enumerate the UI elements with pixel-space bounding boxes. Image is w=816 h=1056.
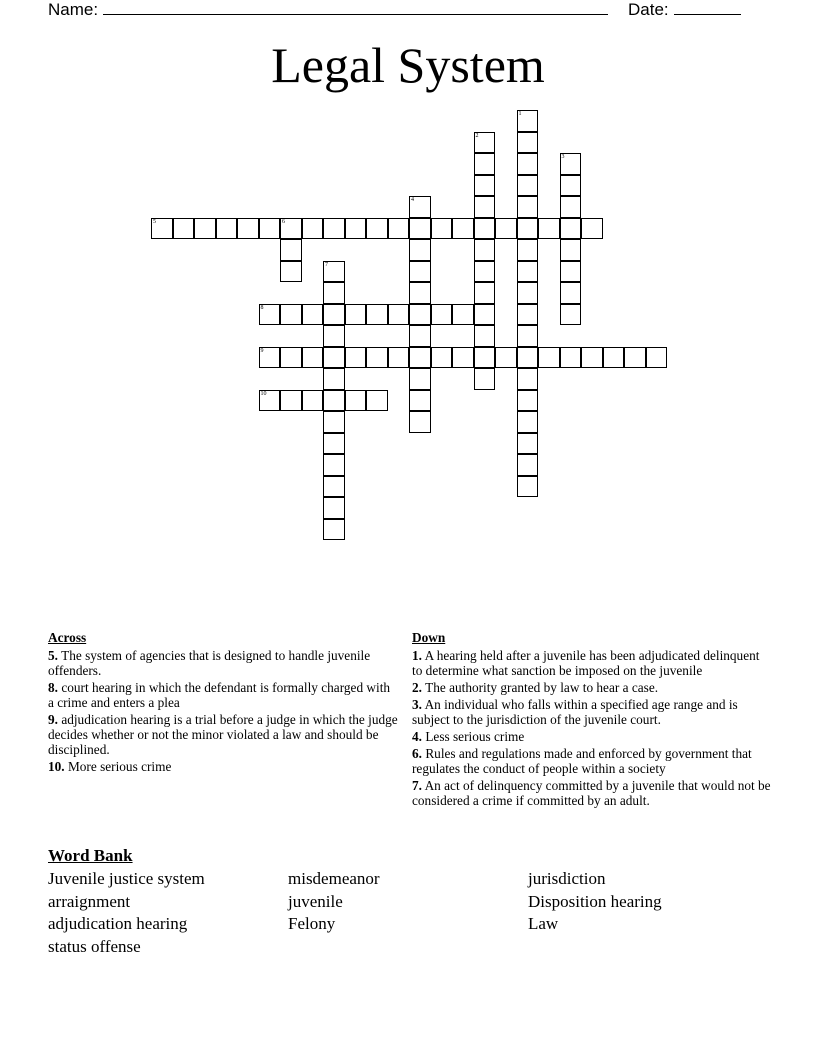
crossword-cell[interactable]: [280, 347, 302, 369]
across-heading: Across: [48, 630, 87, 645]
clue-text: Rules and regulations made and enforced by government that regulates the conduct of people within a society: [412, 746, 752, 776]
crossword-cell[interactable]: [409, 368, 431, 390]
crossword-cell[interactable]: [517, 411, 539, 433]
down-clues: [412, 630, 772, 810]
crossword-cell[interactable]: [517, 390, 539, 412]
crossword-cell[interactable]: [474, 218, 496, 240]
crossword-cell[interactable]: [517, 347, 539, 369]
cell-number: 9: [260, 347, 264, 354]
cell-number: 8: [260, 304, 264, 311]
crossword-cell[interactable]: [603, 347, 625, 369]
crossword-cell[interactable]: [323, 261, 345, 283]
crossword-cell[interactable]: [560, 239, 582, 261]
crossword-cell[interactable]: [302, 347, 324, 369]
crossword-cell[interactable]: [323, 411, 345, 433]
down-clue: [412, 778, 772, 808]
across-clue: [48, 712, 398, 757]
word-bank-item: jurisdiction: [528, 869, 606, 888]
cell-number: 4: [411, 197, 414, 203]
crossword-cell[interactable]: [517, 153, 539, 175]
crossword-cell[interactable]: [560, 153, 582, 175]
cell-number: 10: [260, 390, 267, 397]
crossword-cell[interactable]: [624, 347, 646, 369]
crossword-cell[interactable]: [409, 239, 431, 261]
clue-number: 6.: [412, 746, 422, 761]
crossword-cell[interactable]: [517, 304, 539, 326]
crossword-cell[interactable]: [560, 196, 582, 218]
crossword-cell[interactable]: [538, 218, 560, 240]
down-clue: [412, 680, 772, 695]
clue-number: 9.: [48, 712, 58, 727]
cell-number: 6: [282, 218, 285, 225]
crossword-cell[interactable]: [280, 239, 302, 261]
crossword-cell[interactable]: [560, 282, 582, 304]
crossword-cell[interactable]: [560, 175, 582, 197]
clue-number: 10.: [48, 759, 65, 774]
crossword-cell[interactable]: [517, 325, 539, 347]
crossword-cell[interactable]: [474, 153, 496, 175]
crossword-cell[interactable]: [388, 218, 410, 240]
down-clue: [412, 648, 772, 678]
crossword-cell[interactable]: [431, 218, 453, 240]
crossword-cell[interactable]: [517, 110, 539, 132]
down-clue: [412, 746, 772, 776]
down-clue: [412, 697, 772, 727]
clue-number: 8.: [48, 680, 58, 695]
word-bank-item: adjudication hearing: [48, 914, 188, 933]
crossword-cell[interactable]: [517, 433, 539, 455]
crossword-cell[interactable]: [323, 497, 345, 519]
crossword-cell[interactable]: [259, 218, 281, 240]
crossword-cell[interactable]: [345, 218, 367, 240]
word-bank-item: misdemeanor: [288, 869, 380, 888]
clue-number: 7.: [412, 778, 422, 793]
crossword-cell[interactable]: [474, 325, 496, 347]
crossword-cell[interactable]: [431, 304, 453, 326]
name-label: Name:: [48, 0, 99, 19]
page-title: Legal System: [271, 37, 545, 93]
across-clue: [48, 680, 398, 710]
crossword-cell[interactable]: [323, 282, 345, 304]
crossword-cell[interactable]: [474, 304, 496, 326]
crossword-cell[interactable]: [409, 347, 431, 369]
cell-number: 5: [153, 218, 156, 225]
date-label: Date:: [628, 0, 669, 19]
crossword-cell[interactable]: [517, 368, 539, 390]
crossword-cell[interactable]: [323, 304, 345, 326]
crossword-cell[interactable]: [280, 390, 302, 412]
crossword-cell[interactable]: [323, 347, 345, 369]
crossword-cell[interactable]: [452, 347, 474, 369]
clue-text: A hearing held after a juvenile has been adjudicated delinquent to determine what sanction be imposed on the juvenile: [412, 648, 760, 678]
crossword-cell[interactable]: [452, 304, 474, 326]
crossword-cell[interactable]: [323, 454, 345, 476]
clue-number: 5.: [48, 648, 58, 663]
crossword-cell[interactable]: [323, 390, 345, 412]
crossword-cell[interactable]: [581, 347, 603, 369]
crossword-cell[interactable]: [560, 304, 582, 326]
crossword-cell[interactable]: [517, 239, 539, 261]
crossword-cell[interactable]: [323, 476, 345, 498]
crossword-cell[interactable]: [517, 476, 539, 498]
clue-number: 4.: [412, 729, 422, 744]
crossword-cell[interactable]: [259, 304, 281, 326]
crossword-cell[interactable]: [474, 175, 496, 197]
word-bank-item: Felony: [288, 914, 336, 933]
clue-number: 3.: [412, 697, 422, 712]
crossword-cell[interactable]: [409, 325, 431, 347]
crossword-cell[interactable]: [474, 368, 496, 390]
crossword-cell[interactable]: [560, 218, 582, 240]
crossword-cell[interactable]: [474, 261, 496, 283]
clue-text: An act of delinquency committed by a juvenile that would not be considered a crime if committed by an adult.: [412, 778, 771, 808]
clue-text: The authority granted by law to hear a case.: [425, 680, 659, 695]
word-bank-item: Law: [528, 914, 559, 933]
crossword-cell[interactable]: [495, 218, 517, 240]
word-bank-item: status offense: [48, 936, 141, 956]
word-bank-item: arraignment: [48, 891, 131, 911]
across-clue: [48, 648, 398, 678]
crossword-cell[interactable]: [345, 304, 367, 326]
crossword-cell[interactable]: [345, 347, 367, 369]
clue-text: More serious crime: [67, 759, 172, 774]
crossword-cell[interactable]: [323, 218, 345, 240]
across-clue: [48, 759, 398, 774]
crossword-cell[interactable]: [474, 132, 496, 154]
crossword-cell[interactable]: [560, 261, 582, 283]
crossword-cell[interactable]: [474, 239, 496, 261]
down-heading: Down: [412, 630, 446, 645]
crossword-cell[interactable]: [474, 282, 496, 304]
crossword-cell[interactable]: [173, 218, 195, 240]
crossword-cell[interactable]: [409, 261, 431, 283]
crossword-cell[interactable]: [388, 347, 410, 369]
crossword-cell[interactable]: [388, 304, 410, 326]
crossword-cell[interactable]: [517, 218, 539, 240]
crossword-cell[interactable]: [517, 132, 539, 154]
crossword-cell[interactable]: [452, 218, 474, 240]
crossword-cell[interactable]: [151, 218, 173, 240]
clue-text: Less serious crime: [425, 729, 525, 744]
cell-number: 3: [561, 154, 565, 160]
clue-number: 1.: [412, 648, 422, 663]
crossword-cell[interactable]: [366, 390, 388, 412]
down-clue: [412, 729, 772, 744]
crossword-cell[interactable]: [259, 347, 281, 369]
across-clues: [48, 630, 398, 776]
crossword-cell[interactable]: [280, 261, 302, 283]
crossword-cell[interactable]: [302, 304, 324, 326]
crossword-cell[interactable]: [517, 282, 539, 304]
crossword-cell[interactable]: [646, 347, 668, 369]
word-bank-item: Juvenile justice system: [48, 869, 205, 888]
crossword-cell[interactable]: [323, 368, 345, 390]
clue-text: An individual who falls within a specified age range and is subject to the jurisdiction of the juvenile court.: [412, 697, 738, 727]
crossword-cell[interactable]: [517, 196, 539, 218]
crossword-cell[interactable]: [323, 519, 345, 541]
crossword-cell[interactable]: [323, 433, 345, 455]
crossword-cell[interactable]: [302, 390, 324, 412]
crossword-cell[interactable]: [517, 261, 539, 283]
clue-text: adjudication hearing is a trial before a judge in which the judge decides whether or not the minor violated a law and should be disciplined.: [48, 712, 398, 757]
crossword-cell[interactable]: [345, 390, 367, 412]
crossword-cell[interactable]: [237, 218, 259, 240]
crossword-cell[interactable]: [517, 454, 539, 476]
crossword-cell[interactable]: [366, 304, 388, 326]
crossword-cell[interactable]: [474, 347, 496, 369]
crossword-cell[interactable]: [581, 218, 603, 240]
crossword-cell[interactable]: [409, 304, 431, 326]
word-bank-item: juvenile: [288, 891, 343, 911]
word-bank-title: Word Bank: [48, 846, 133, 865]
crossword-cell[interactable]: [495, 347, 517, 369]
crossword-cell[interactable]: [366, 347, 388, 369]
crossword-cell[interactable]: [323, 325, 345, 347]
crossword-cell[interactable]: [409, 218, 431, 240]
clue-text: court hearing in which the defendant is formally charged with a crime and enters a plea: [48, 680, 391, 710]
word-bank-item: Disposition hearing: [528, 891, 662, 911]
clue-text: The system of agencies that is designed to handle juvenile offenders.: [48, 648, 371, 678]
clue-number: 2.: [412, 680, 422, 695]
crossword-cell[interactable]: [409, 411, 431, 433]
crossword-cell[interactable]: [474, 196, 496, 218]
cell-number: 1: [518, 111, 522, 117]
crossword-cell[interactable]: [517, 175, 539, 197]
crossword-cell[interactable]: [409, 390, 431, 412]
crossword-cell[interactable]: [409, 282, 431, 304]
crossword-cell[interactable]: [194, 218, 216, 240]
crossword-cell[interactable]: [431, 347, 453, 369]
cell-number: 2: [475, 132, 479, 139]
crossword-cell[interactable]: [259, 390, 281, 412]
crossword-cell[interactable]: [280, 304, 302, 326]
crossword-cell[interactable]: [280, 218, 302, 240]
crossword-cell[interactable]: [409, 196, 431, 218]
crossword-cell[interactable]: [216, 218, 238, 240]
crossword-cell[interactable]: [302, 218, 324, 240]
crossword-cell[interactable]: [366, 218, 388, 240]
crossword-cell[interactable]: [538, 347, 560, 369]
cell-number: 7: [325, 261, 328, 268]
crossword-cell[interactable]: [560, 347, 582, 369]
